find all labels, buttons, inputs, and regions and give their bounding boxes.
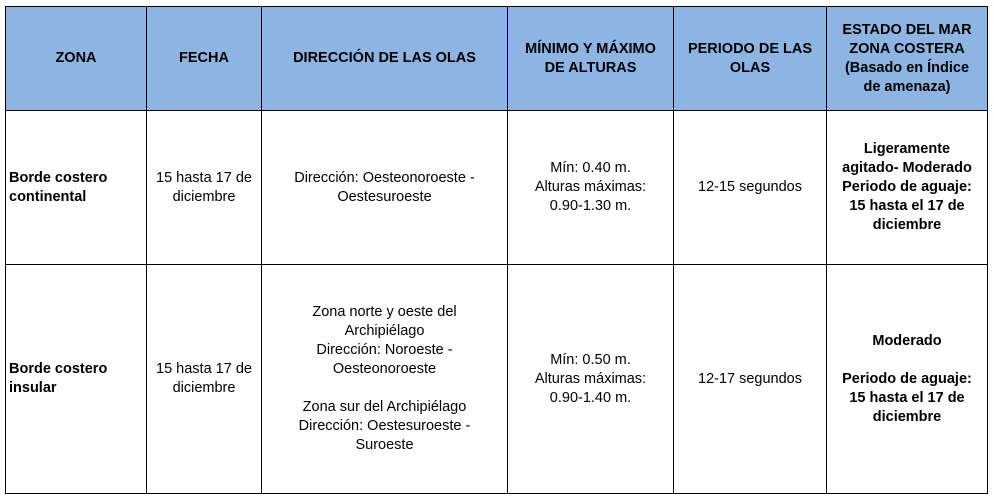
- header-periodo-line: PERIODO DE LAS: [687, 40, 813, 57]
- cell-periodo: 12-15 segundos: [674, 111, 827, 265]
- cell-estado: [827, 265, 988, 494]
- cell-line: agitado- Moderado: [842, 160, 972, 176]
- cell-line: Periodo de aguaje:: [842, 179, 972, 195]
- cell-line: 15 hasta el 17 de: [849, 389, 965, 406]
- cell-zona: [6, 111, 147, 265]
- header-estado-line: ZONA COSTERA: [849, 40, 965, 57]
- cell-line: Alturas máximas:: [534, 370, 647, 387]
- header-estado-line: (Basado en Índice: [844, 59, 970, 76]
- cell-line: insular: [9, 380, 57, 396]
- cell-line: diciembre: [172, 380, 236, 396]
- cell-fecha: [147, 111, 262, 265]
- cell-line: 15 hasta 17 de: [156, 169, 252, 186]
- cell-direccion: [262, 265, 508, 494]
- header-estado: [827, 7, 988, 111]
- header-estado-line: ESTADO DEL MAR: [842, 21, 972, 38]
- cell-spacer: [267, 379, 502, 398]
- cell-line: diciembre: [872, 408, 942, 425]
- header-alturas: [508, 7, 674, 111]
- header-alturas-line: DE ALTURAS: [544, 59, 637, 76]
- cell-alturas: [508, 265, 674, 494]
- cell-line: Periodo de aguaje:: [842, 370, 972, 387]
- cell-line: Alturas máximas:: [534, 179, 647, 195]
- cell-line: 0.90-1.40 m.: [549, 389, 632, 406]
- cell-zona: [6, 265, 147, 494]
- cell-spacer: [832, 351, 982, 370]
- cell-line: Mín: 0.50 m.: [550, 351, 631, 368]
- cell-line: Mín: 0.40 m.: [550, 160, 631, 176]
- table-row: [6, 111, 988, 265]
- cell-line: 0.90-1.30 m.: [549, 198, 632, 214]
- header-zona: ZONA: [6, 7, 147, 111]
- cell-line: Zona norte y oeste del: [312, 304, 457, 320]
- cell-line: Archipiélago: [344, 323, 425, 339]
- cell-line: Moderado: [872, 332, 942, 349]
- cell-line: Borde costero: [9, 169, 108, 186]
- header-estado-line: de amenaza): [863, 78, 951, 95]
- header-periodo: [674, 7, 827, 111]
- cell-line: continental: [9, 188, 87, 205]
- cell-line: Oesteonoroeste: [332, 361, 437, 377]
- cell-line: Dirección: Oesteonoroeste -: [294, 169, 475, 186]
- cell-line: diciembre: [172, 188, 236, 205]
- cell-direccion: [262, 111, 508, 265]
- table-row: [6, 265, 988, 494]
- cell-line: Borde costero: [9, 361, 108, 377]
- header-direccion: DIRECCIÓN DE LAS OLAS: [262, 7, 508, 111]
- cell-fecha: [147, 265, 262, 494]
- header-periodo-line: OLAS: [729, 59, 771, 76]
- header-row: [6, 7, 988, 111]
- header-fecha: FECHA: [147, 7, 262, 111]
- cell-line: 15 hasta 17 de: [156, 361, 252, 377]
- cell-periodo: 12-17 segundos: [674, 265, 827, 494]
- cell-estado: [827, 111, 988, 265]
- wave-forecast-table: [5, 6, 988, 494]
- cell-line: Ligeramente: [863, 141, 951, 157]
- header-alturas-line: MÍNIMO Y MÁXIMO: [525, 40, 656, 57]
- cell-line: Zona sur del Archipiélago: [302, 399, 467, 415]
- cell-line: Dirección: Oestesuroeste -: [298, 418, 471, 434]
- cell-line: 15 hasta el 17 de: [849, 198, 965, 214]
- cell-line: Suroeste: [355, 437, 414, 453]
- cell-line: Dirección: Noroeste -: [316, 342, 453, 358]
- cell-line: Oestesuroeste: [337, 188, 432, 205]
- cell-alturas: [508, 111, 674, 265]
- cell-line: diciembre: [872, 217, 942, 233]
